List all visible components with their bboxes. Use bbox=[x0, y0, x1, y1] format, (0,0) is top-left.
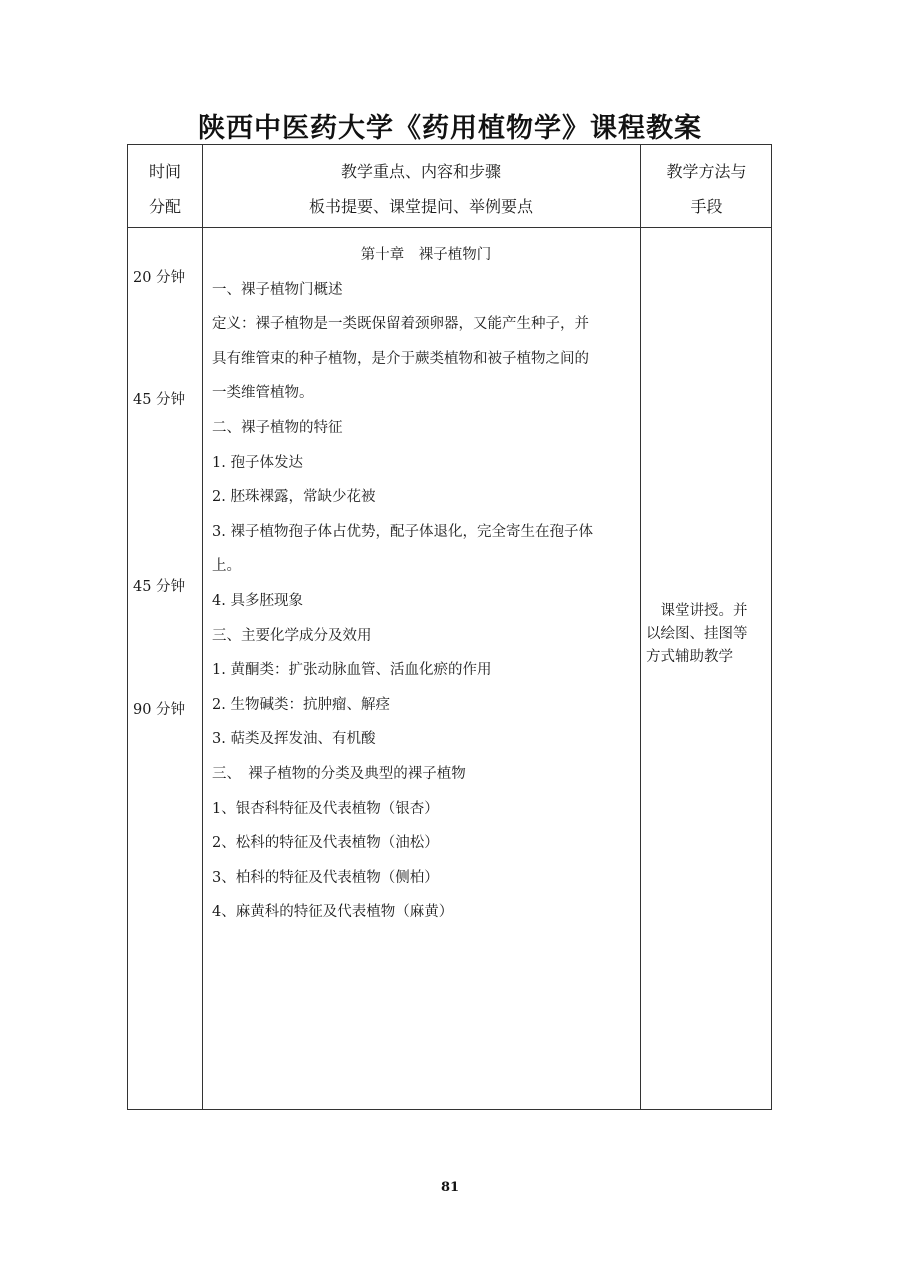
content-line: 2、松科的特征及代表植物（油松） bbox=[212, 835, 439, 852]
header-method-line: 手段 bbox=[690, 197, 723, 216]
chapter-heading: 第十章 裸子植物门 bbox=[360, 247, 492, 263]
content-line: 一、裸子植物门概述 bbox=[212, 281, 343, 298]
method-line: 以绘图、挂图等 bbox=[646, 626, 748, 642]
content-line: 二、裸子植物的特征 bbox=[212, 419, 343, 436]
content-line: 具有维管束的种子植物，是介于蕨类植物和被子植物之间的 bbox=[212, 350, 589, 367]
content-line: 1. 黄酮类：扩张动脉血管、活血化瘀的作用 bbox=[212, 662, 492, 679]
content-line: 三、 裸子植物的分类及典型的裸子植物 bbox=[212, 765, 466, 782]
content-line: 4、麻黄科的特征及代表植物（麻黄） bbox=[212, 904, 454, 921]
header-content-line: 板书提要、课堂提问、举例要点 bbox=[308, 197, 533, 216]
content-line: 1、银杏科特征及代表植物（银杏） bbox=[212, 800, 439, 817]
header-method-line: 教学方法与 bbox=[666, 162, 747, 181]
method-line: 方式辅助教学 bbox=[646, 649, 733, 665]
content-line: 3. 萜类及挥发油、有机酸 bbox=[212, 731, 376, 748]
time-allocation: 45 分钟 bbox=[133, 392, 186, 408]
page-title: 陕西中医药大学《药用植物学》课程教案 bbox=[198, 113, 702, 144]
content-line: 4. 具多胚现象 bbox=[212, 592, 303, 609]
teaching-method bbox=[646, 600, 768, 669]
content-line: 定义：裸子植物是一类既保留着颈卵器，又能产生种子，并 bbox=[212, 316, 589, 333]
time-allocation: 20 分钟 bbox=[133, 270, 186, 286]
header-content-line: 教学重点、内容和步骤 bbox=[340, 162, 501, 181]
content-line: 2. 胚珠裸露，常缺少花被 bbox=[212, 489, 376, 506]
lesson-content bbox=[212, 238, 640, 930]
content-line: 3、柏科的特征及代表植物（侧柏） bbox=[212, 869, 439, 886]
time-allocation: 90 分钟 bbox=[133, 702, 186, 718]
column-divider bbox=[202, 145, 203, 1109]
content-line: 3. 裸子植物孢子体占优势，配子体退化，完全寄生在孢子体 bbox=[212, 523, 593, 540]
content-line: 三、主要化学成分及效用 bbox=[212, 627, 372, 644]
content-line: 2. 生物碱类：抗肿瘤、解痉 bbox=[212, 696, 390, 713]
lesson-plan-table bbox=[127, 144, 772, 1110]
header-time-allocation bbox=[128, 154, 202, 224]
content-line: 1. 孢子体发达 bbox=[212, 454, 303, 471]
header-time-line: 时间 bbox=[148, 162, 181, 181]
time-allocation: 45 分钟 bbox=[133, 579, 186, 595]
page-number: 81 bbox=[440, 1180, 460, 1195]
method-line: 课堂讲授。并 bbox=[646, 603, 748, 619]
header-content bbox=[202, 154, 640, 224]
column-divider bbox=[640, 145, 641, 1109]
header-method bbox=[640, 154, 773, 224]
content-line: 上。 bbox=[212, 558, 241, 575]
header-time-line: 分配 bbox=[148, 197, 181, 216]
header-divider bbox=[128, 227, 771, 228]
content-line: 一类维管植物。 bbox=[212, 385, 314, 402]
